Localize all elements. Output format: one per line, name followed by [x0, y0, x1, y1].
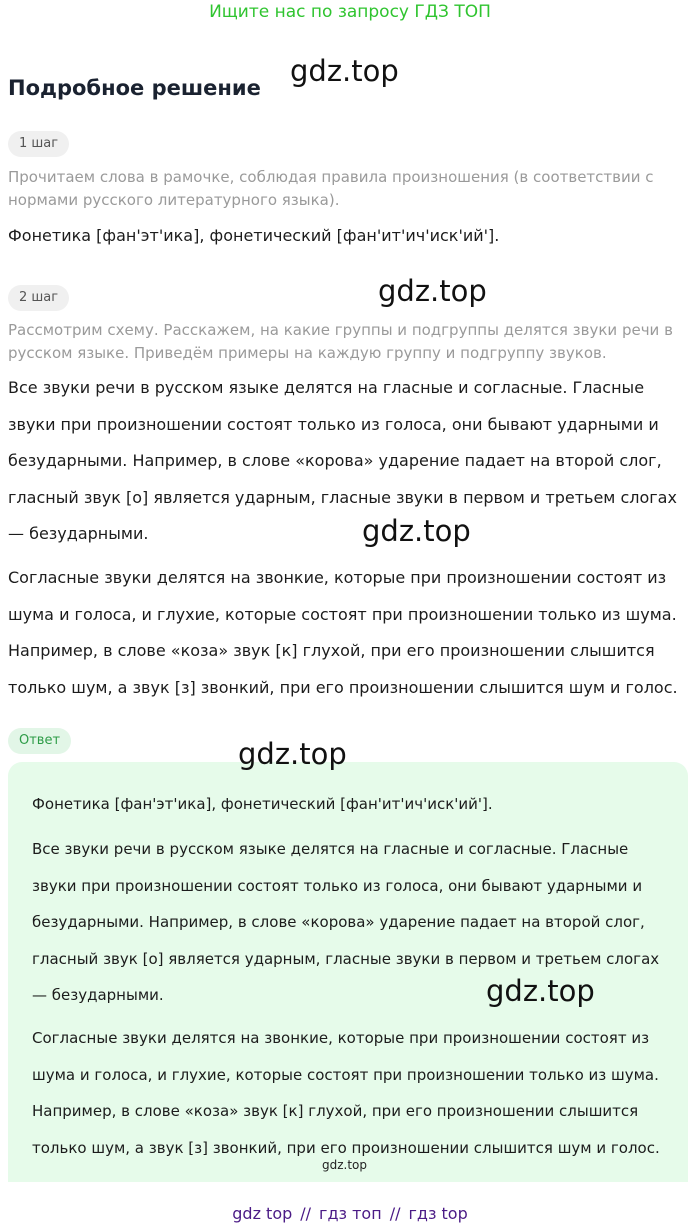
footer-separator: //	[389, 1204, 401, 1223]
watermark: gdz.top	[486, 974, 595, 1008]
answer-paragraph-1: Фонетика [фан'эт'ика], фонетический [фан'ит'ич'иск'ий'].	[32, 795, 493, 813]
step-2-hint: Рассмотрим схему. Расскажем, на какие группы и подгруппы делятся звуки речи в русском языке. Приведём примеры на каждую группу и подгруппу звуков.	[8, 321, 673, 362]
step-2-paragraph-2: Согласные звуки делятся на звонкие, которые при произношении состоят из шума и голоса, и глухие, которые состоят при произношении только из шума. Например, в слове «коза» звук [к] глухой, при его произношении слышится только шум, а звук [з] звонкий, при его произношении слышится шум и голос.	[8, 568, 678, 697]
footer-separator: //	[300, 1204, 312, 1223]
search-banner: Ищите нас по запросу ГДЗ ТОП	[209, 2, 491, 22]
watermark: gdz.top	[378, 274, 487, 308]
watermark: gdz.top	[238, 737, 347, 771]
step-1-hint: Прочитаем слова в рамочке, соблюдая правила произношения (в соответствии с нормами русского литературного языка).	[8, 168, 654, 209]
answer-badge: Ответ	[8, 728, 71, 754]
section-title: Подробное решение	[8, 76, 261, 100]
step-2-badge: 2 шаг	[8, 285, 69, 311]
footer-link[interactable]: гдз топ	[319, 1204, 382, 1223]
footer-links	[0, 1204, 700, 1223]
footer-link[interactable]: gdz top	[232, 1204, 293, 1223]
watermark: gdz.top	[290, 54, 399, 88]
small-watermark: gdz.top	[322, 1158, 368, 1172]
answer-paragraph-2: Все звуки речи в русском языке делятся на гласные и согласные. Гласные звуки при произношении состоят только из голоса, они бывают ударными и безударными. Например, в слове «корова» ударение падает на второй слог, гласный звук [о] является ударным, гласные звуки в первом и третьем слогах — безударными.	[32, 840, 660, 1004]
step-1-badge: 1 шаг	[8, 131, 69, 157]
step-1-paragraph: Фонетика [фан'эт'ика], фонетический [фан'ит'ич'иск'ий'].	[8, 226, 500, 245]
step-2-paragraph-1: Все звуки речи в русском языке делятся на гласные и согласные. Гласные звуки при произношении состоят только из голоса, они бывают ударными и безударными. Например, в слове «корова» ударение падает на второй слог, гласный звук [о] является ударным, гласные звуки в первом и третьем слогах — безударными.	[8, 378, 677, 543]
footer-link[interactable]: гдз top	[408, 1204, 468, 1223]
watermark: gdz.top	[362, 514, 471, 548]
answer-paragraph-3: Согласные звуки делятся на звонкие, которые при произношении состоят из шума и голоса, и глухие, которые состоят при произношении только из шума. Например, в слове «коза» звук [к] глухой, при его произношении слышится только шум, а звук [з] звонкий, при его произношении слышится шум и голос.	[32, 1029, 660, 1157]
